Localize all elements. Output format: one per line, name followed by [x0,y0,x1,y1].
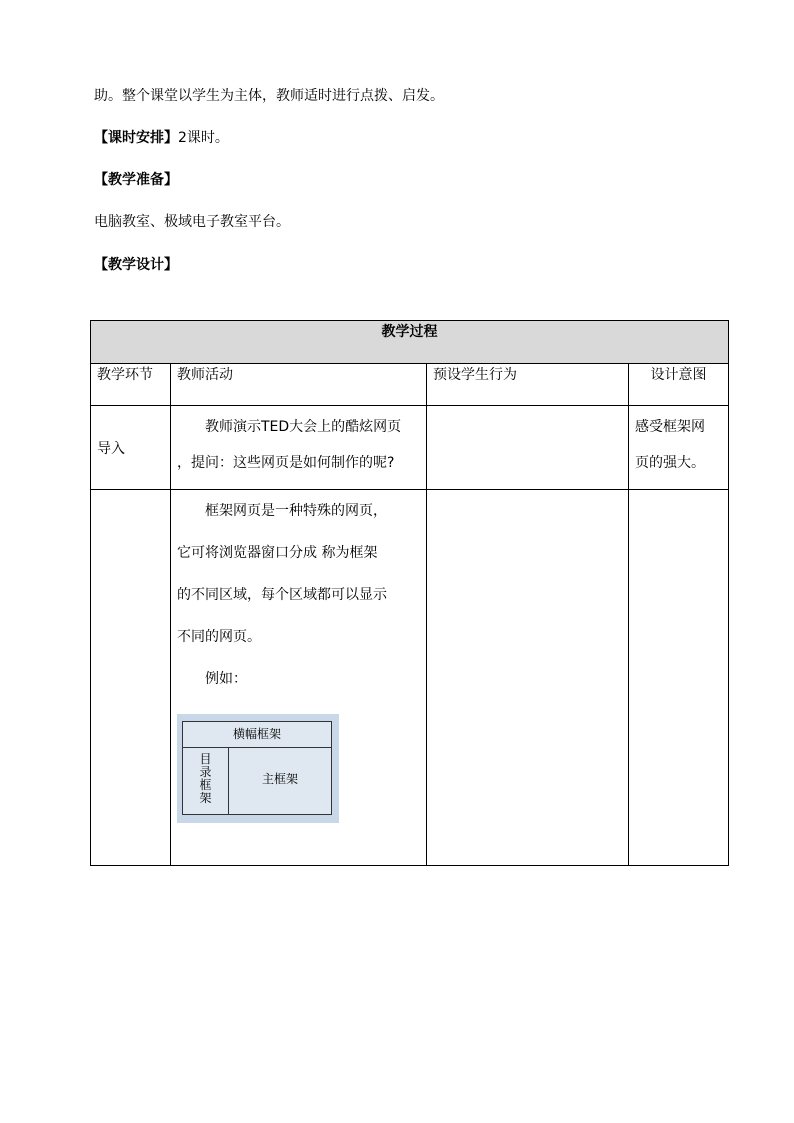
frame-outer-box [182,721,332,815]
row2-teacher-line1: 框架网页是一种特殊的网页， [205,503,387,519]
main-frame-label: 主框架 [261,772,298,786]
side-char-3: 框 [199,778,212,792]
prep-value: 电脑教室、极域电子教室平台。 [94,214,290,230]
row1-stage [91,406,171,490]
row2-teacher-line5: 例如： [205,671,247,687]
row1-teacher-line2: ，提问：这些网页是如何制作的呢? [177,455,395,471]
row1-teacher [171,406,427,490]
table-row [91,490,729,866]
header-stage: 教学环节 [91,364,171,406]
design-label: 【教学设计】 [94,257,178,273]
teaching-process-table [90,320,729,866]
frame-layout-figure [177,714,339,823]
row2-student [427,490,629,866]
table-title: 教学过程 [91,321,729,364]
row2-teacher-line2: 它可将浏览器窗口分成 称为框架 [177,545,378,561]
schedule-line [94,128,229,148]
row1-teacher-line1: 教师演示TED大会上的酷炫网页 [205,419,402,435]
row2-intent [629,490,729,866]
header-intent: 设计意图 [629,364,729,406]
schedule-label: 【课时安排】 [94,130,178,146]
directory-frame-label [183,747,229,814]
row1-student [427,406,629,490]
table-row [91,406,729,490]
header-teacher: 教师活动 [171,364,427,406]
row1-intent-line1: 感受框架网 [635,419,705,435]
row2-stage [91,490,171,866]
row1-intent [629,406,729,490]
row2-teacher-line3: 的不同区域，每个区域都可以显示 [177,587,387,603]
table-header-row [91,364,729,406]
banner-frame-label: 横幅框架 [183,722,331,748]
table-title-row [91,321,729,364]
side-char-1: 目 [199,752,212,766]
side-char-4: 架 [199,791,212,805]
side-char-2: 录 [199,765,212,779]
header-student: 预设学生行为 [427,364,629,406]
schedule-value: 2课时。 [178,130,229,146]
row1-intent-line2: 页的强大。 [635,455,705,471]
prep-label: 【教学准备】 [94,172,178,188]
intro-paragraph: 助。整个课堂以学生为主体，教师适时进行点拨、启发。 [94,88,444,104]
row2-teacher [171,490,427,866]
row2-teacher-line4: 不同的网页。 [177,629,261,645]
row1-stage-text: 导入 [97,440,125,457]
